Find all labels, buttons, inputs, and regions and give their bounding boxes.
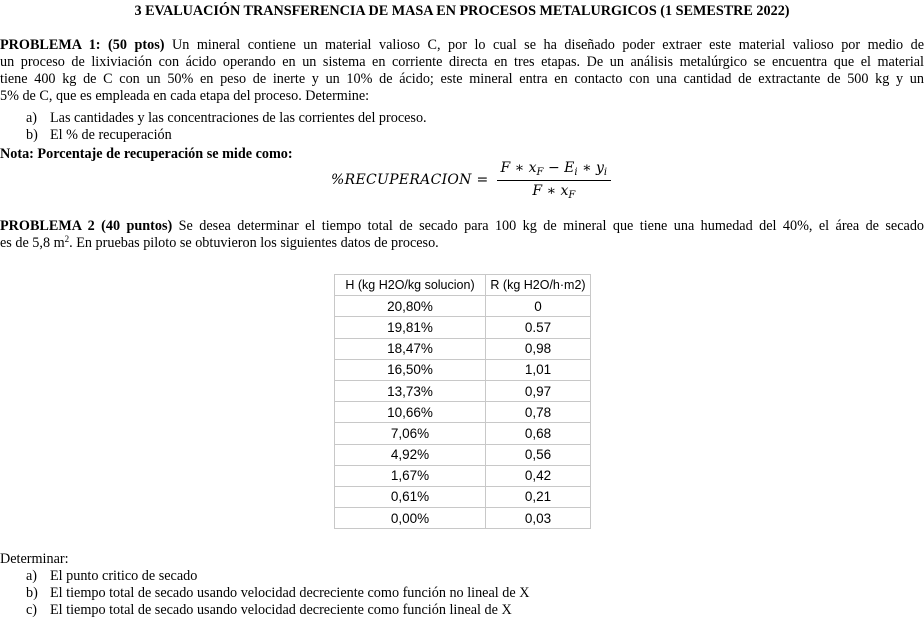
table-row: 10,66% 0,78 bbox=[335, 402, 591, 423]
problem-1-heading: PROBLEMA 1: (50 ptos) bbox=[0, 37, 165, 53]
table-row: 13,73% 0,97 bbox=[335, 380, 591, 401]
problem-2-line-2: es de 5,8 $m^2$. En pruebas piloto se obtuvieron los siguientes datos de proceso. bbox=[0, 234, 439, 251]
formula-lhs: %RECUPERACION = bbox=[331, 171, 489, 188]
table-row: 4,92% 0,56 bbox=[335, 444, 591, 465]
recovery-formula bbox=[331, 158, 611, 202]
determinar-item-b: b) El tiempo total de secado usando velocidad decreciente como función no lineal de X bbox=[26, 585, 530, 601]
problem-2-line-1: PROBLEMA 2 (40 puntos) Se desea determinar el tiempo total de secado para 100 kg de mineral que tiene una humedad del 40%, el área de secado bbox=[0, 218, 924, 234]
problem-1-item-b: b) El % de recuperación bbox=[26, 127, 172, 143]
determinar-item-c: c) El tiempo total de secado usando velocidad decreciente como función lineal de X bbox=[26, 602, 512, 618]
problem-2-heading: PROBLEMA 2 (40 puntos) bbox=[0, 218, 173, 234]
table-row: 20,80% 0 bbox=[335, 296, 591, 317]
formula-denominator: F ∗ $x_F$ bbox=[532, 183, 576, 201]
problem-1-line-4: 5% de C, que es empleada en cada etapa del proceso. Determine: bbox=[0, 88, 370, 104]
table-row: 16,50% 1,01 bbox=[335, 359, 591, 380]
table-row: 1,67% 0,42 bbox=[335, 465, 591, 486]
recovery-note: Nota: Porcentaje de recuperación se mide como: bbox=[0, 146, 293, 162]
problem-1 bbox=[0, 37, 924, 105]
table-row: 7,06% 0,68 bbox=[335, 423, 591, 444]
document-title: 3 EVALUACIÓN TRANSFERENCIA DE MASA EN PROCESOS METALURGICOS (1 SEMESTRE 2022) bbox=[134, 3, 790, 19]
table-row: 0,61% 0,21 bbox=[335, 486, 591, 507]
drying-data-table bbox=[334, 274, 591, 529]
table-row: 0,00% 0,03 bbox=[335, 508, 591, 529]
column-header-rate: R (kg H2O/h·m2) bbox=[486, 275, 591, 296]
problem-1-line-1: PROBLEMA 1: (50 ptos) Un mineral contiene un material valioso C, por lo cual se ha diseñado poder extraer este material valioso por medio de bbox=[0, 37, 924, 53]
problem-1-item-a: a) Las cantidades y las concentraciones de las corrientes del proceso. bbox=[26, 110, 427, 126]
table-row: 19,81% 0.57 bbox=[335, 317, 591, 338]
table-row: 18,47% 0,98 bbox=[335, 338, 591, 359]
formula-fraction bbox=[497, 160, 612, 200]
column-header-humidity: H (kg H2O/kg solucion) bbox=[335, 275, 486, 296]
problem-1-line-2: un proceso de lixiviación con ácido operando en un sistema en corriente directa en tres etapas. De un análisis metalúrgico se encuentra que el material bbox=[0, 54, 924, 70]
problem-1-line-3: tiene 400 kg de C con un 50% en peso de inerte y un 10% de ácido; este mineral entra en contacto con una cantidad de extractante de 500 kg y un bbox=[0, 71, 924, 87]
table-header-row bbox=[335, 275, 591, 296]
determinar-item-a: a) El punto critico de secado bbox=[26, 568, 198, 584]
determinar-heading: Determinar: bbox=[0, 551, 69, 567]
problem-2 bbox=[0, 218, 924, 252]
formula-numerator: F ∗ $x_F - E_i$ ∗ $y_i$ bbox=[497, 160, 612, 181]
